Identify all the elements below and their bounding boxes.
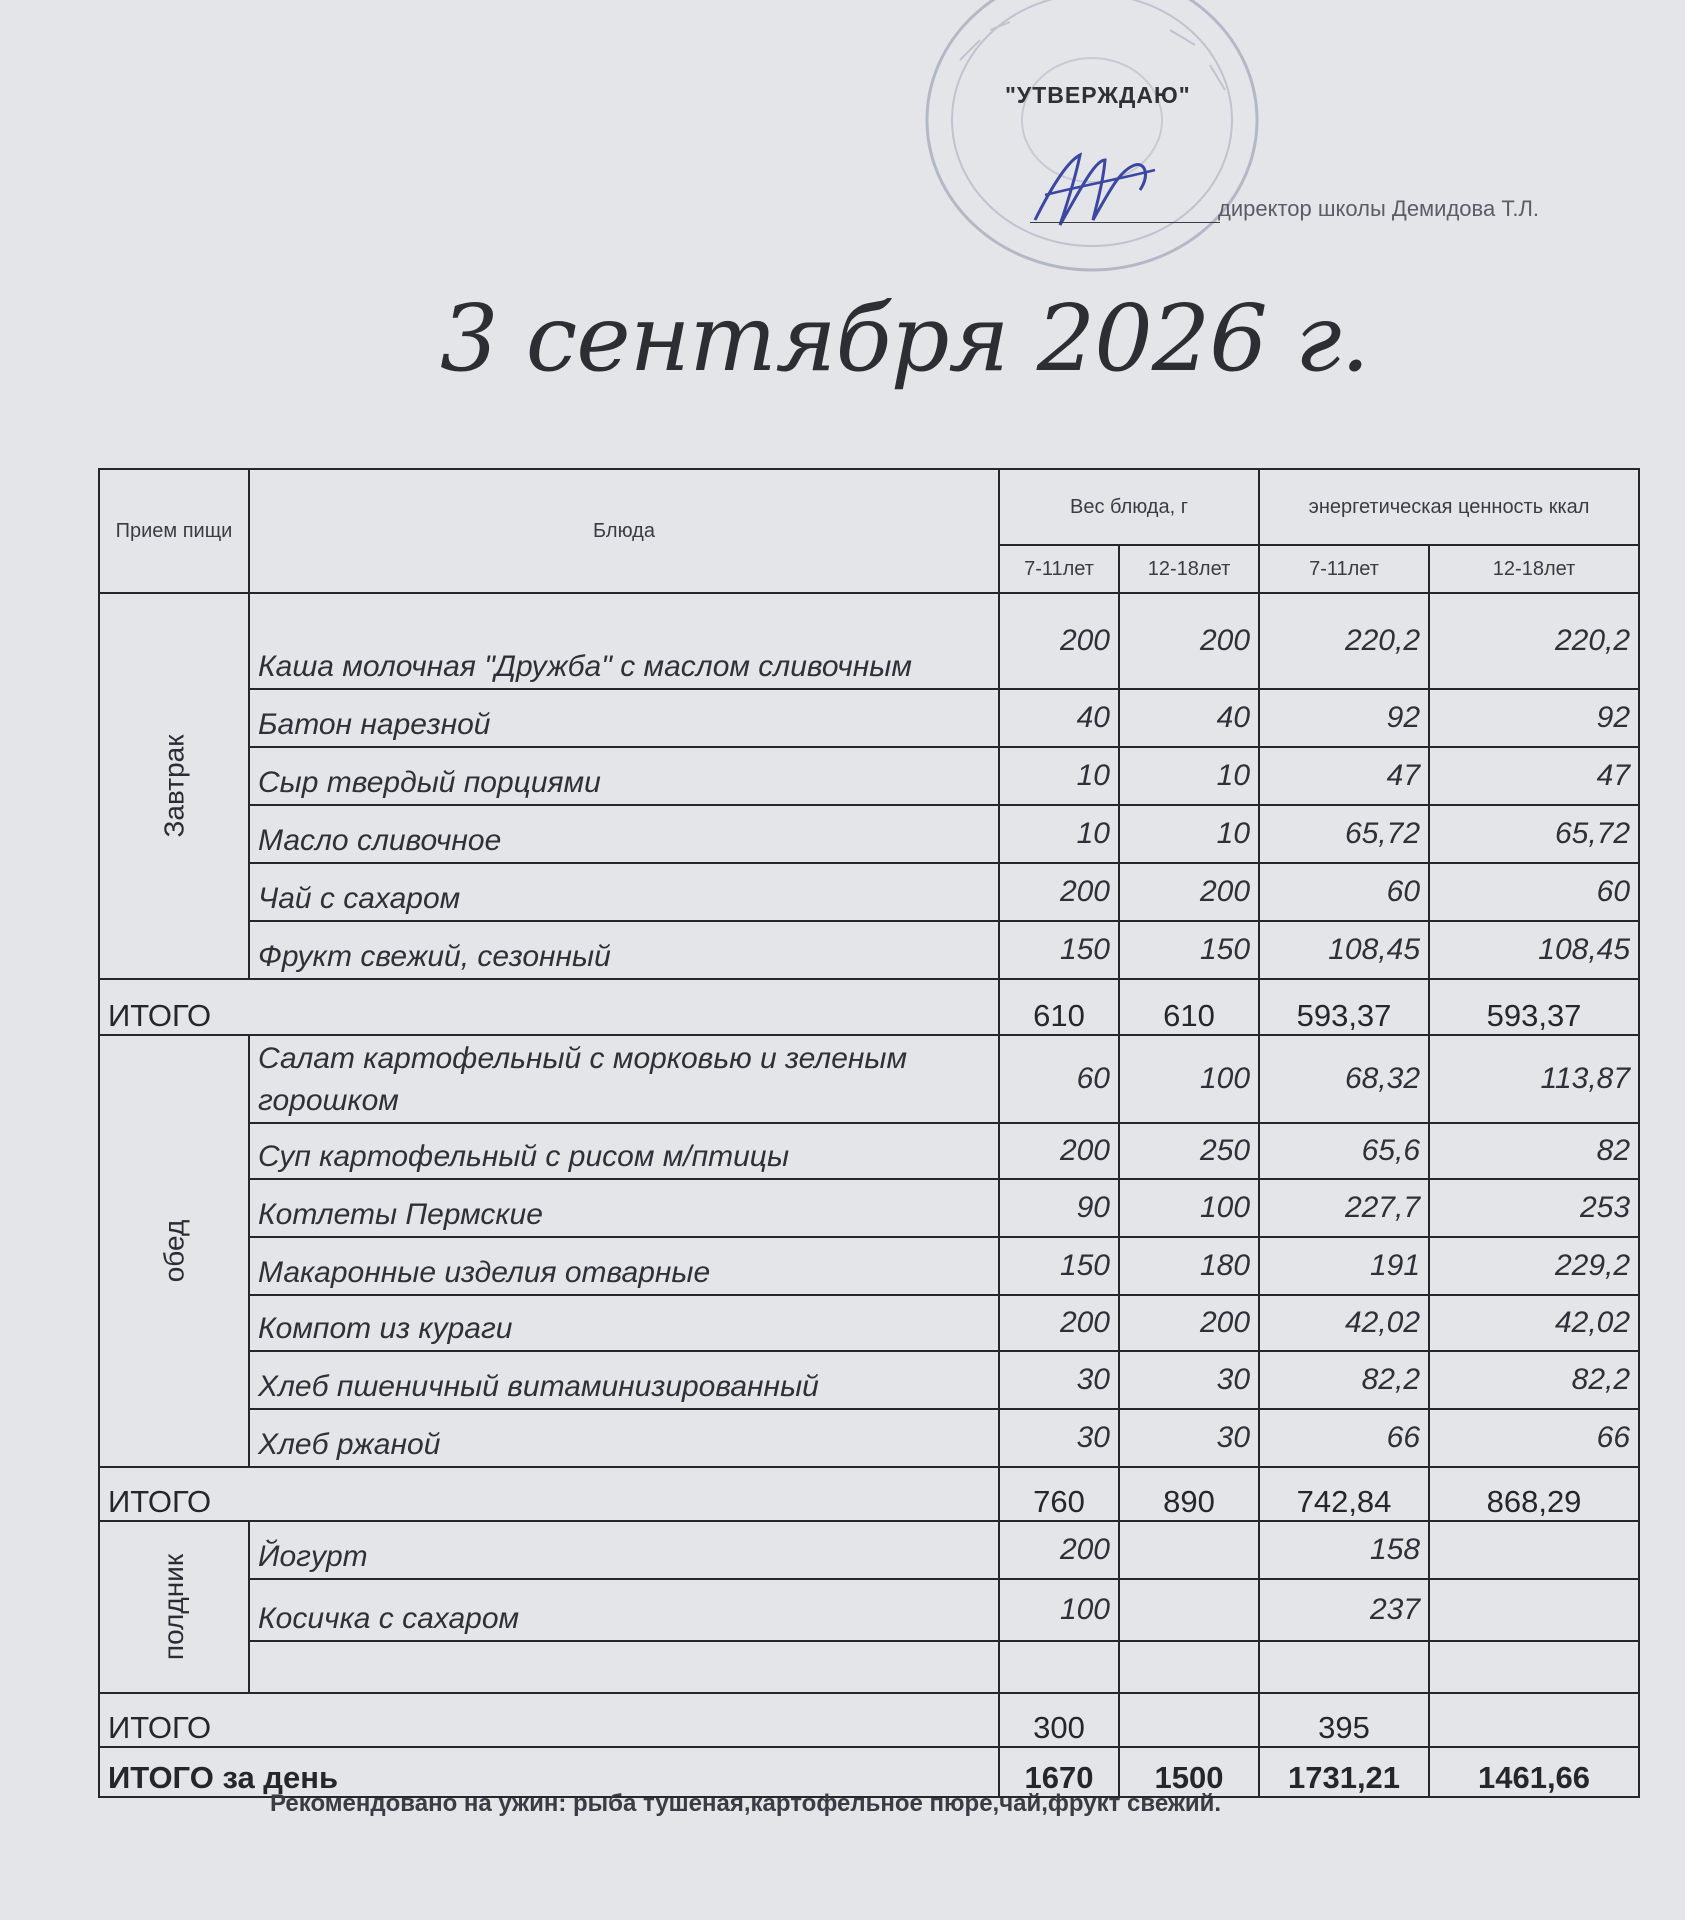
table-row: [99, 1123, 1639, 1179]
header-age: 12-18лет: [1119, 545, 1259, 593]
table-row: [99, 1521, 1639, 1579]
weight-value: 30: [999, 1409, 1119, 1467]
table-row: [99, 1641, 1639, 1693]
energy-value: 47: [1429, 747, 1639, 805]
weight-value: [1119, 1641, 1259, 1693]
table-row: [99, 1351, 1639, 1409]
energy-value: 65,6: [1259, 1123, 1429, 1179]
dish-name: Фрукт свежий, сезонный: [249, 921, 999, 979]
weight-value: 200: [999, 1123, 1119, 1179]
weight-value: 150: [999, 1237, 1119, 1295]
weight-value: 30: [1119, 1351, 1259, 1409]
weight-value: 100: [1119, 1035, 1259, 1123]
energy-value: [1429, 1521, 1639, 1579]
dish-name: [249, 1641, 999, 1693]
table-row: [99, 921, 1639, 979]
energy-value: 68,32: [1259, 1035, 1429, 1123]
meal-snack-label: полдник: [99, 1521, 249, 1693]
dish-name: Каша молочная "Дружба" с маслом сливочным: [249, 593, 999, 689]
meal-lunch-label: обед: [99, 1035, 249, 1467]
dish-name: Чай с сахаром: [249, 863, 999, 921]
table-row: [99, 805, 1639, 863]
dish-name: Суп картофельный с рисом м/птицы: [249, 1123, 999, 1179]
director-name: директор школы Демидова Т.Л.: [1218, 196, 1539, 221]
total-weight: 300: [999, 1693, 1119, 1747]
weight-value: 200: [999, 1521, 1119, 1579]
dish-name: Котлеты Пермские: [249, 1179, 999, 1237]
dish-name: Салат картофельный с морковью и зеленым горошком: [249, 1035, 999, 1123]
energy-value: 229,2: [1429, 1237, 1639, 1295]
total-energy: 742,84: [1259, 1467, 1429, 1521]
weight-value: 200: [1119, 863, 1259, 921]
day-total-energy: 1461,66: [1429, 1747, 1639, 1797]
table-row: [99, 1035, 1639, 1123]
weight-value: 10: [1119, 805, 1259, 863]
energy-value: 66: [1429, 1409, 1639, 1467]
table-row: [99, 1295, 1639, 1351]
day-total-weight: 1670: [999, 1747, 1119, 1797]
header-age: 7-11лет: [1259, 545, 1429, 593]
energy-value: 60: [1259, 863, 1429, 921]
energy-value: 92: [1429, 689, 1639, 747]
energy-value: 82,2: [1429, 1351, 1639, 1409]
weight-value: 150: [999, 921, 1119, 979]
table-row: [99, 1237, 1639, 1295]
header-meal: Прием пищи: [99, 469, 249, 593]
energy-value: 113,87: [1429, 1035, 1639, 1123]
table-row: [99, 747, 1639, 805]
energy-value: 220,2: [1429, 593, 1639, 689]
dish-name: Косичка с сахаром: [249, 1579, 999, 1641]
dish-name: Сыр твердый порциями: [249, 747, 999, 805]
energy-value: 47: [1259, 747, 1429, 805]
total-weight: 760: [999, 1467, 1119, 1521]
energy-value: 158: [1259, 1521, 1429, 1579]
header-age: 12-18лет: [1429, 545, 1639, 593]
day-total-weight: 1500: [1119, 1747, 1259, 1797]
weight-value: 40: [999, 689, 1119, 747]
dish-name: Хлеб ржаной: [249, 1409, 999, 1467]
weight-value: [1119, 1579, 1259, 1641]
weight-value: 200: [999, 1295, 1119, 1351]
dish-name: Компот из кураги: [249, 1295, 999, 1351]
weight-value: 10: [999, 805, 1119, 863]
weight-value: 150: [1119, 921, 1259, 979]
dish-name: Йогурт: [249, 1521, 999, 1579]
energy-value: 60: [1429, 863, 1639, 921]
energy-value: 66: [1259, 1409, 1429, 1467]
director-signature: [1025, 140, 1165, 230]
weight-value: 200: [999, 863, 1119, 921]
energy-value: 65,72: [1259, 805, 1429, 863]
school-stamp: [920, 0, 1265, 275]
table-row: [99, 593, 1639, 689]
weight-value: 30: [1119, 1409, 1259, 1467]
day-total-label: ИТОГО за день: [99, 1747, 999, 1797]
energy-value: [1429, 1579, 1639, 1641]
weight-value: [999, 1641, 1119, 1693]
breakfast-total-row: [99, 979, 1639, 1035]
header-weight: Вес блюда, г: [999, 469, 1259, 545]
snack-total-row: [99, 1693, 1639, 1747]
table-row: [99, 1409, 1639, 1467]
total-energy: 868,29: [1429, 1467, 1639, 1521]
dish-name: Масло сливочное: [249, 805, 999, 863]
weight-value: 180: [1119, 1237, 1259, 1295]
energy-value: [1429, 1641, 1639, 1693]
total-weight: 610: [1119, 979, 1259, 1035]
weight-value: 60: [999, 1035, 1119, 1123]
dish-name: Батон нарезной: [249, 689, 999, 747]
total-weight: [1119, 1693, 1259, 1747]
weight-value: 100: [1119, 1179, 1259, 1237]
energy-value: 108,45: [1259, 921, 1429, 979]
header-energy: энергетическая ценность ккал: [1259, 469, 1639, 545]
energy-value: 253: [1429, 1179, 1639, 1237]
total-energy: 593,37: [1259, 979, 1429, 1035]
energy-value: 237: [1259, 1579, 1429, 1641]
weight-value: 30: [999, 1351, 1119, 1409]
menu-date: 3 сентября 2026 г.: [440, 285, 1369, 392]
menu-table: [98, 468, 1640, 1798]
approval-title: "УТВЕРЖДАЮ": [1005, 82, 1191, 108]
weight-value: 100: [999, 1579, 1119, 1641]
header-age: 7-11лет: [999, 545, 1119, 593]
table-row: [99, 1179, 1639, 1237]
energy-value: 42,02: [1429, 1295, 1639, 1351]
weight-value: 10: [1119, 747, 1259, 805]
table-row: [99, 689, 1639, 747]
total-label: ИТОГО: [99, 1693, 999, 1747]
weight-value: 90: [999, 1179, 1119, 1237]
energy-value: 42,02: [1259, 1295, 1429, 1351]
lunch-total-row: [99, 1467, 1639, 1521]
dish-name: Хлеб пшеничный витаминизированный: [249, 1351, 999, 1409]
energy-value: 227,7: [1259, 1179, 1429, 1237]
total-weight: 890: [1119, 1467, 1259, 1521]
weight-value: 10: [999, 747, 1119, 805]
total-label: ИТОГО: [99, 1467, 999, 1521]
weight-value: 200: [1119, 1295, 1259, 1351]
energy-value: [1259, 1641, 1429, 1693]
meal-breakfast-label: Завтрак: [99, 593, 249, 979]
energy-value: 82,2: [1259, 1351, 1429, 1409]
energy-value: 191: [1259, 1237, 1429, 1295]
energy-value: 92: [1259, 689, 1429, 747]
total-weight: 610: [999, 979, 1119, 1035]
table-row: [99, 1579, 1639, 1641]
total-energy: 395: [1259, 1693, 1429, 1747]
total-energy: [1429, 1693, 1639, 1747]
signature-line: [1030, 222, 1220, 223]
energy-value: 82: [1429, 1123, 1639, 1179]
total-label: ИТОГО: [99, 979, 999, 1035]
weight-value: 200: [999, 593, 1119, 689]
dish-name: Макаронные изделия отварные: [249, 1237, 999, 1295]
weight-value: 250: [1119, 1123, 1259, 1179]
energy-value: 65,72: [1429, 805, 1639, 863]
header-dishes: Блюда: [249, 469, 999, 593]
weight-value: [1119, 1521, 1259, 1579]
total-energy: 593,37: [1429, 979, 1639, 1035]
table-row: [99, 863, 1639, 921]
day-total-energy: 1731,21: [1259, 1747, 1429, 1797]
weight-value: 200: [1119, 593, 1259, 689]
energy-value: 220,2: [1259, 593, 1429, 689]
weight-value: 40: [1119, 689, 1259, 747]
dinner-recommendation: Рекомендовано на ужин: рыба тушеная,картофельное пюре,чай,фрукт свежий.: [270, 1790, 1222, 1817]
energy-value: 108,45: [1429, 921, 1639, 979]
